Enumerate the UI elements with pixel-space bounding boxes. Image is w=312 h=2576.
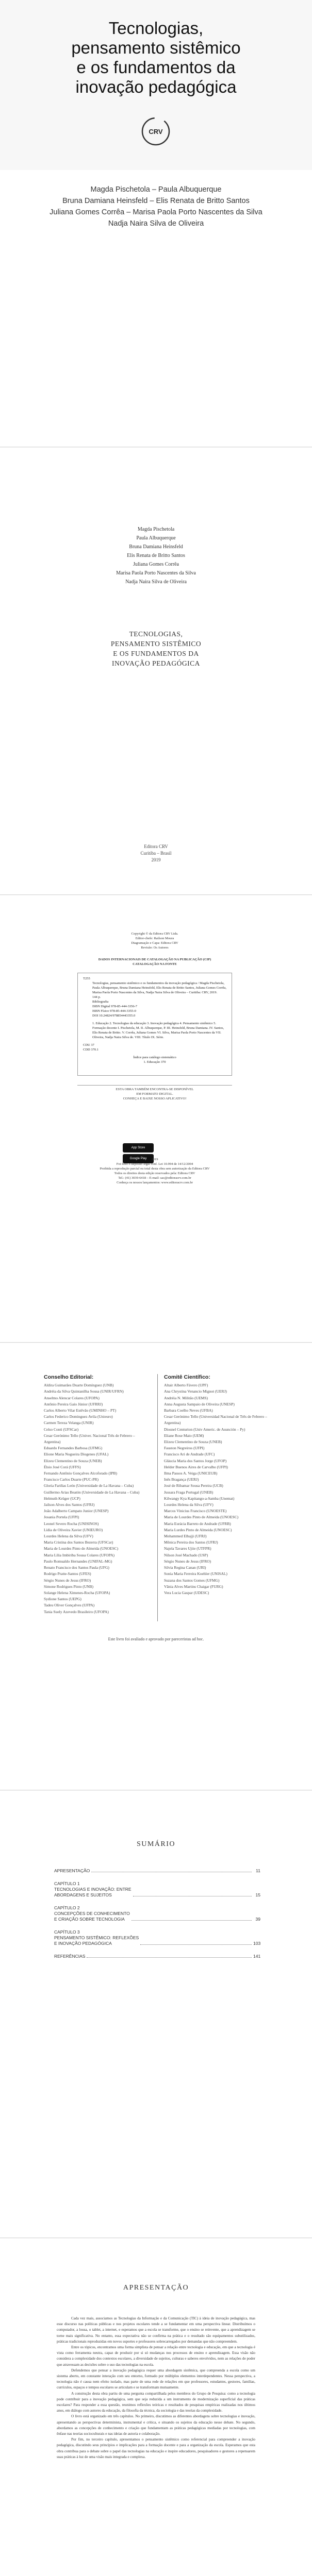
author-name: Paula Albuquerque (136, 535, 176, 541)
board-member: Carlos Alberto Vilar Estêvão (UMINHO – PT) (44, 1408, 117, 1413)
paragraph: Cada vez mais, associamos as Tecnologias da Informação e da Comunicação (TIC) à ideia de inovação pedagógica, mas esse discurso nas políticas públicas e nos projetos escolares tende a se fundamentar em uma perspectiva linear. Distribuímos o computador, a lousa, o tablet, a internet, e esperamos que a escola se transforme, que o ensino se reinvente, que a aprendizagem se torne mais significativa. No entanto, essa expectativa não se confirma na prática e o resultado são equipamentos subutilizados, práticas tradicionais reproduzidas em novos suportes e professores sobrecarregados por demandas que não compreendem. (57, 2316, 255, 2344)
committee-member: Jussara Fraga Portugal (UNEB) (164, 1489, 214, 1495)
board-member: Tania Suely Azevedo Brasileiro (UFOPA) (44, 1609, 109, 1614)
committee-member: Altair Alberto Fávero (UPF) (164, 1383, 208, 1388)
editorial-board (44, 1374, 150, 1615)
toc-entry[interactable] (54, 1905, 260, 1922)
committee-member: Helder Buenos Aires de Carvalho (UFPI) (164, 1464, 228, 1469)
paragraph: A construção desta obra partiu de uma pergunta compartilhada pelos membros do Grupo de Pesquisa: como a tecnologia pode contribuir para a inovação pedagógica, sem que seja reduzida a um instrumento de modernização superficial das práticas escolares? Para responder a essa questão, reunimos reflexões teóricas e resultados de pesquisas empíricas realizadas nos últimos anos, em diálogo com autores da educação, da filosofia da técnica, da sociologia e das teorias da complexidade. (57, 2391, 255, 2413)
catalog-heading-line: DADOS INTERNACIONAIS DE CATALOGAÇÃO NA PUBLICAÇÃO (CIP) (98, 958, 211, 961)
committee-member: Suzana dos Santos Gomes (UFMG) (164, 1578, 220, 1583)
cover-title-line: e os fundamentos da (76, 58, 236, 77)
divider (77, 1085, 232, 1086)
board-member: Elizeu Clementino de Souza (UNEB) (44, 1458, 102, 1463)
board-member: Paulo Romualdo Hernandes (UNIFAL-MG) (44, 1558, 112, 1564)
peer-review-note: Este livro foi avaliado e aprovado por pareceristas ad hoc. (108, 1637, 204, 1641)
toc-entry[interactable] (54, 1954, 260, 1959)
board-member: Lourdes Helena da Silva (UFV) (44, 1534, 93, 1539)
board-member: Sérgio Nunes de Jesus (IFRO) (44, 1578, 91, 1583)
paragraph: Entre os tópicos, encontramos uma forma simplista de pensar a relação entre tecnologia e educação, em que a tecnologia é vista como ferramenta neutra, capaz de produzir por si só mudanças nos processos de ensino e aprendizagem. Essa visão não considera a complexidade dos contextos escolares, a diversidade de sujeitos, culturas e saberes envolvidos, nem as relações de poder que atravessam as decisões sobre o uso das tecnologias na escola. (57, 2345, 255, 2367)
committee-member: Sérgio Nunes de Jesus (IFRO) (164, 1558, 211, 1564)
table-of-contents (54, 1868, 260, 1967)
notice-line: ESTA OBRA TAMBÉM ENCONTRA-SE DISPONÍVEL (116, 1088, 194, 1091)
board-member: Sydione Santos (UEPG) (44, 1597, 81, 1602)
app-store-badge[interactable]: App Store (123, 1143, 154, 1153)
board-member: Helmuth Krüger (UCP) (44, 1496, 80, 1501)
board-member: Elione Maria Nogueira Diogenes (UFAL) (44, 1452, 109, 1457)
cover-author-line: Nadja Naira Silva de Oliveira (108, 219, 204, 228)
catalog-line: CDU 37 (83, 1043, 94, 1047)
catalog-heading-line: CATALOGAÇÃO NA FONTE (133, 962, 177, 966)
board-member: Anselmo Alencar Colares (UFOPA) (44, 1395, 100, 1400)
catalog-line: CDD 370.1 (83, 1048, 98, 1052)
board-member: Maria Cristina dos Santos Bezerra (UFSCar) (44, 1540, 113, 1545)
cover-title-line: Tecnologias, (108, 19, 204, 38)
committee-member: Elizeu Clementino de Souza (UNEB) (164, 1439, 222, 1445)
title-line: TECNOLOGIAS, (129, 630, 183, 638)
committee-member: Kilwangy Kya Kapitango-a-Samba (Unemat) (164, 1496, 235, 1501)
title-line: PENSAMENTO SISTÊMICO (110, 640, 202, 648)
cover-author-line: Bruna Damiana Heinsfeld – Elis Renata de Britto Santos (62, 197, 250, 205)
committee-member: Najela Tavares Ujiie (UTFPR) (164, 1546, 211, 1551)
paragraph: O livro está organizado em três capítulos. No primeiro, discutimos as diferentes abordagens sobre tecnologias e inovação, apresentando as perspectivas determinista, instrumental e crítica, e situando os sujeitos da educação nesse debate. No segundo, abordamos as concepções de conhecimento e criação que fundamentam as práticas pedagógicas mediadas por tecnologias, com ênfase nas teorias socioculturais e nas ideias de autoria e colaboração. (57, 2414, 255, 2436)
board-member: Rodrigo Pratte-Santos (UFES) (44, 1571, 91, 1577)
cover-author-line: Magda Pischetola – Paula Albuquerque (90, 185, 222, 194)
committee-member: Silvia Regina Canan (URI) (164, 1565, 206, 1570)
toc-entry-label: CAPÍTULO 3 PENSAMENTO SISTÊMICO: REFLEXÕES E INOVAÇÃO PEDAGÓGICA (54, 1929, 139, 1946)
board-member: Fernando Antônio Gonçalves Alcoforado (IPB) (44, 1471, 118, 1476)
credit-line: Editor-chefe: Railson Moura (135, 937, 174, 940)
board-member: Aldira Guimarães Duarte Domínguez (UNB) (44, 1383, 114, 1388)
presentation-text (57, 2316, 255, 2460)
committee-member: Gláucia Maria dos Santos Jorge (UFOP) (164, 1458, 227, 1463)
editorial-board-title: Conselho Editorial: (44, 1374, 94, 1380)
board-member: Carlos Federico Dominguez Avila (Unieuro) (44, 1414, 113, 1419)
title-line: INOVAÇÃO PEDAGÓGICA (112, 659, 200, 667)
cover-title-line: pensamento sistêmico (71, 38, 241, 57)
publisher-logo (140, 115, 172, 147)
cover-authors (0, 184, 312, 229)
toc-entry-page: 141 (253, 1954, 261, 1959)
copyright-credits (77, 931, 232, 950)
board-member: Renato Francisco dos Santos Paula (UFG) (44, 1565, 109, 1570)
toc-entry-page: 11 (256, 1868, 260, 1873)
catalog-line: DOI 10.24824/978854443355.0 (92, 1014, 136, 1018)
publisher-line: Curitiba – Brasil (140, 851, 172, 856)
cover-title-line: inovação pedagógica (75, 77, 237, 96)
board-member: Antônio Pereira Gaio Júnior (UFRRJ) (44, 1401, 103, 1406)
legal-line: Conheça os nossos lançamentos: www.editoracrv.com.br (117, 1181, 193, 1184)
board-member: Celso Conti (UFSCar) (44, 1427, 79, 1432)
toc-entry[interactable] (54, 1868, 260, 1874)
committee-member: Eliane Rose Maio (UEM) (164, 1433, 204, 1438)
title-line: E OS FUNDAMENTOS DA (113, 650, 199, 657)
board-member: Maria Lília Imbiriba Sousa Colares (UFOPA) (44, 1552, 114, 1557)
scientific-committee (164, 1374, 270, 1596)
committee-member: Fauston Negreiros (UFPI) (164, 1446, 205, 1451)
legal-line: Tel.: (41) 3039-6418 – E-mail: sac@editoracrv.com.br (118, 1176, 191, 1180)
toc-entry-label: CAPÍTULO 2 CONCEPÇÕES DE CONHECIMENTO E CRIAÇÃO SOBRE TECNOLOGIA (54, 1905, 130, 1922)
presentation-heading: APRESENTAÇÃO (123, 2284, 189, 2292)
publisher-line: Editora CRV (144, 844, 168, 849)
credit-line: Diagramação e Capa: Editora CRV (131, 941, 178, 945)
board-member: Maria de Lourdes Pinto de Almeida (UNOESC) (44, 1546, 119, 1551)
cover-page (0, 0, 312, 447)
catalog-heading (77, 957, 232, 967)
paragraph: Defendemos que pensar a inovação pedagógica requer uma abordagem sistêmica, que compreenda a escola como um sistema aberto, em constante interação com seu entorno, formado por múltiplos elementos interdependentes. Nessa perspectiva, a tecnologia não é causa nem efeito isolado, mas parte de uma rede de relações em que professores, estudantes, gestores, famílias, currículos, espaços e tempos escolares se articulam e se transformam mutuamente. (57, 2368, 255, 2390)
catalog-line: ISBN Físico 978-85-444-3355-0 (92, 1009, 136, 1013)
scientific-committee-title: Comitê Científico: (164, 1374, 210, 1380)
committee-member: Maria Eurácia Barreto de Andrade (UFRB) (164, 1521, 231, 1526)
committee-member: Inês Bragança (UERJ) (164, 1477, 199, 1482)
cover-title (0, 19, 312, 97)
committee-member: Maria Lurdes Pinto de Almeida (UNOESC) (164, 1527, 232, 1532)
toc-entry-label: REFERÊNCIAS (54, 1954, 86, 1959)
editorial-board-list (44, 1382, 150, 1615)
toc-leader (140, 1944, 252, 1945)
board-member: Eduardo Fernandes Barbosa (UFMG) (44, 1446, 103, 1451)
board-member: Leonel Severo Rocha (UNISINOS) (44, 1521, 99, 1526)
board-member: Simone Rodrigues Pinto (UNB) (44, 1584, 94, 1589)
committee-member: Andréia N. Militão (UEMS) (164, 1395, 208, 1400)
catalog-line: Índice para catálogo sistemático (133, 1056, 176, 1059)
toc-entry-page: 39 (255, 1917, 260, 1922)
committee-member: Nilson José Machado (USP) (164, 1552, 208, 1557)
author-name: Juliana Gomes Corrêa (133, 562, 179, 567)
notice-line: EM FORMATO DIGITAL. (136, 1092, 173, 1096)
committee-member: Lourdes Helena da Silva (UFV) (164, 1502, 214, 1507)
committee-member: Vera Lucia Gaspar (UDESC) (164, 1590, 209, 1595)
toc-entry-page: 15 (255, 1892, 260, 1897)
board-member: Carmen Tereza Velanga (UNIR) (44, 1420, 94, 1426)
catalog-record-box (77, 973, 232, 1076)
catalog-line: 144 p. (92, 995, 101, 999)
committee-member: Barbara Coelho Neves (UFBA) (164, 1408, 213, 1413)
legal-line: Todos os direitos desta edição reservados pela: Editora CRV (114, 1172, 195, 1175)
catalog-line: ISBN Digital 978-85-444-3356-7 (92, 1005, 138, 1008)
catalog-line: 1. Educação 2. Tecnologias da educação 3. Inovação pedagógica 4. Pensamento sistêmico 5. Formação docente I. Pischetola, M. II. Albuquerque, P. III. Heinsfeld, Bruna Damiana. IV. Santos, Elis Renata de Britto. V. Corrêa, Juliana Gomes VI. Silva, Marisa Paola Porto Nascentes da VII. Oliveira, Nadja Naira Silva de. VIII. Título IX. Série. (92, 1022, 224, 1039)
credit-line: Revisão: Os Autores (141, 946, 169, 950)
toc-entry[interactable] (54, 1881, 260, 1898)
committee-member: Mônica Pereira dos Santos (UFRJ) (164, 1540, 218, 1545)
author-name: Marisa Paola Porto Nascentes da Silva (116, 570, 196, 576)
author-name: Nadja Naira Silva de Oliveira (125, 579, 187, 585)
board-member: Francisco Carlos Duarte (PUC-PR) (44, 1477, 99, 1482)
toc-entry-label: CAPÍTULO 1 TECNOLOGIAS E INOVAÇÃO: ENTRE ABORDAGENS E SUJEITOS (54, 1881, 132, 1897)
legal-line: Proibida a reprodução parcial ou total desta obra sem autorização da Editora CRV (100, 1167, 210, 1171)
publisher-logo-text: CRV (149, 128, 163, 135)
credit-line: Copyright © da Editora CRV Ltda. (131, 932, 178, 936)
title-page-publisher (0, 843, 312, 863)
scientific-committee-list (164, 1382, 270, 1596)
committee-member: Maria de Lourdes Pinto de Almeida (UNOESC) (164, 1515, 239, 1520)
committee-member: Cesar Gerónimo Tello (Universidad Nacional de Três de Febrero – Argentina) (164, 1414, 267, 1426)
summary-page (0, 1791, 312, 2238)
committee-member: Mohammed Elhajji (UFRJ) (164, 1534, 207, 1539)
committee-member: Anna Augusta Sampaio de Oliveira (UNESP) (164, 1401, 235, 1406)
author-name: Bruna Damiana Heinsfeld (129, 544, 183, 550)
toc-entry-label: APRESENTAÇÃO (54, 1868, 90, 1873)
board-member: Cesar Gerónimo Tello (Univer. Nacional Três de Febrero – Argentina) (44, 1433, 135, 1445)
toc-leader (132, 1920, 252, 1921)
board-member: Guillermo Arias Beatón (Universidade de La Havana – Cuba) (44, 1489, 140, 1495)
board-member: João Adalberto Campato Junior (UNESP) (44, 1509, 109, 1514)
publisher-line: 2019 (151, 857, 161, 862)
catalog-line: Tecnologias, pensamento sistêmico e os fundamentos da inovação pedagógica / Magda Pischetola, Paula Albuquerque, Bruna Damiana Heinsfeld, Elis Renata de Britto Santos, Juliana Gomes Corrêa, Marisa Paola Porto Nascentes da Silva, Nadja Naira Silva de Oliveira – Curitiba: CRV, 2019. (92, 981, 226, 994)
catalog-line: T255 (83, 977, 90, 980)
committee-member: Vânia Alves Martins Chaigar (FURG) (164, 1584, 223, 1589)
catalog-line: 1. Educação 370 (143, 1060, 166, 1064)
app-store-badges (123, 1142, 190, 1160)
title-page (0, 448, 312, 895)
board-member: Élsio José Corá (UFFS) (44, 1464, 81, 1469)
committee-member: Diosnel Centurion (Univ Americ. de Asunción – Py) (164, 1427, 245, 1432)
toc-entry-page: 103 (253, 1941, 261, 1946)
committee-member: Ana Chrystina Venancio Mignot (UERJ) (164, 1389, 227, 1394)
committee-member: Francisco Ari de Andrade (UFC) (164, 1452, 215, 1457)
copyright-page (0, 895, 312, 1343)
summary-heading: SUMÁRIO (136, 1840, 176, 1848)
author-name: Magda Pischetola (137, 527, 175, 532)
board-member: Lídia de Oliveira Xavier (UNIEURO) (44, 1527, 103, 1532)
presentation-page (0, 2239, 312, 2576)
toc-entry[interactable] (54, 1929, 260, 1946)
editorial-board-page (0, 1343, 312, 1790)
cover-author-line: Juliana Gomes Corrêa – Marisa Paola Porto Nascentes da Silva (50, 208, 262, 216)
committee-member: José de Ribamar Sousa Pereira (UCB) (164, 1483, 223, 1488)
committee-member: Marcos Vinicius Francisco (UNOESTE) (164, 1509, 227, 1514)
committee-member: Sonia Maria Ferreira Koehler (UNISAL) (164, 1571, 227, 1577)
notice-line: CONHEÇA E BAIXE NOSSO APLICATIVO! (123, 1097, 187, 1100)
committee-member: Ilma Passos A. Veiga (UNICEUB) (164, 1471, 218, 1476)
board-member: Jailson Alves dos Santos (UFRJ) (44, 1502, 95, 1507)
board-member: Andréia da Silva Quintanilha Sousa (UNIR/UFRN) (44, 1389, 124, 1394)
column-divider (157, 1374, 158, 1621)
board-member: Tadeu Oliver Gonçalves (UFPA) (44, 1603, 95, 1608)
legal-notice (77, 1157, 232, 1185)
board-member: Gloria Fariñas León (Universidade de La Havana – Cuba) (44, 1483, 134, 1488)
toc-leader (87, 1957, 252, 1958)
legal-line: 2019 (151, 1158, 158, 1161)
title-page-authors (0, 525, 312, 586)
author-name: Elis Renata de Britto Santos (127, 553, 185, 558)
board-member: Solange Helena Ximenes-Rocha (UFOPA) (44, 1590, 110, 1595)
legal-line: Foi feito o depósito legal conf. Lei 10.994 de 14/12/2004 (116, 1162, 193, 1166)
digital-edition-notice (77, 1087, 232, 1101)
board-member: Josania Portela (UFPI) (44, 1515, 79, 1520)
paragraph: Por fim, no terceiro capítulo, apresentamos o pensamento sistêmico como referencial para compreender a inovação pedagógica, discutindo seus princípios e implicações para a formação docente e para a organização da escola. Esperamos que esta obra contribua para o debate sobre o papel das tecnologias na educação e inspire educadores, pesquisadores e gestores a repensarem suas práticas à luz de uma visão mais integrada e complexa. (57, 2437, 255, 2459)
google-play-badge[interactable]: Google Play (123, 1154, 154, 1163)
catalog-line: Bibliografia (92, 1000, 109, 1004)
title-page-title (0, 629, 312, 668)
